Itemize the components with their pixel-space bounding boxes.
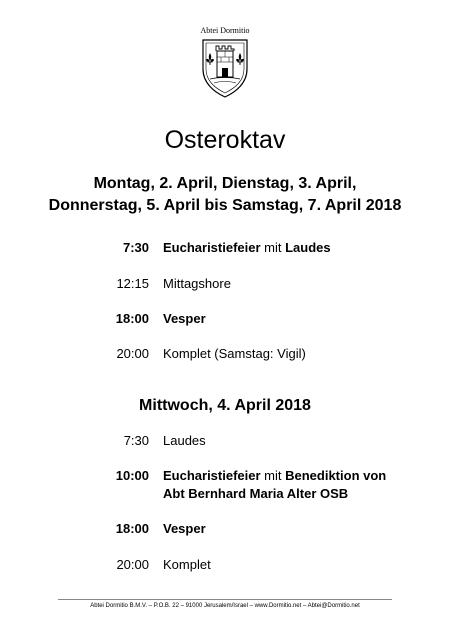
- time-label: 7:30: [123, 433, 149, 448]
- service-name: Laudes: [285, 240, 331, 255]
- date-range-line-2: Donnerstag, 5. April bis Samstag, 7. April 2018: [48, 197, 402, 214]
- service-name: Eucharistiefeier: [163, 240, 261, 255]
- time-label: 20:00: [116, 346, 149, 361]
- service-label: Laudes: [163, 433, 206, 448]
- time-label: 20:00: [116, 557, 149, 572]
- service-connector: mit: [260, 468, 286, 483]
- abbey-coat-of-arms-icon: [200, 37, 250, 99]
- service-label: Mittagshore: [163, 276, 231, 291]
- time-label: 12:15: [116, 276, 149, 291]
- date-range-heading: [0, 173, 450, 217]
- service-label: [163, 239, 331, 257]
- time-label: 18:00: [115, 311, 149, 326]
- footer-contact: Abtei Dormitio B.M.V. – P.O.B. 22 – 91000 Jerusalem/Israel – www.Dormitio.net – Abtei@Dormitio.net: [90, 603, 360, 609]
- date-range-line-1: Montag, 2. April, Dienstag, 3. April,: [93, 175, 357, 192]
- service-label: [163, 467, 386, 485]
- time-label: 10:00: [115, 468, 149, 483]
- service-label: Vesper: [163, 521, 206, 536]
- service-label: Komplet: [163, 557, 211, 572]
- service-connector: mit: [260, 240, 286, 255]
- crest: [193, 26, 257, 99]
- crest-label: Abtei Dormitio: [200, 26, 250, 35]
- service-label: Abt Bernhard Maria Alter OSB: [163, 486, 349, 501]
- footer-divider: [58, 599, 392, 600]
- service-name: Benediktion von: [285, 468, 387, 483]
- service-label: Komplet (Samstag: Vigil): [163, 346, 306, 361]
- page-title: Osteroktav: [164, 126, 286, 154]
- service-label: Vesper: [163, 311, 206, 326]
- section-heading: Mittwoch, 4. April 2018: [139, 397, 311, 414]
- time-label: 18:00: [115, 521, 149, 536]
- service-name: Eucharistiefeier: [163, 468, 261, 483]
- time-label: 7:30: [122, 240, 149, 255]
